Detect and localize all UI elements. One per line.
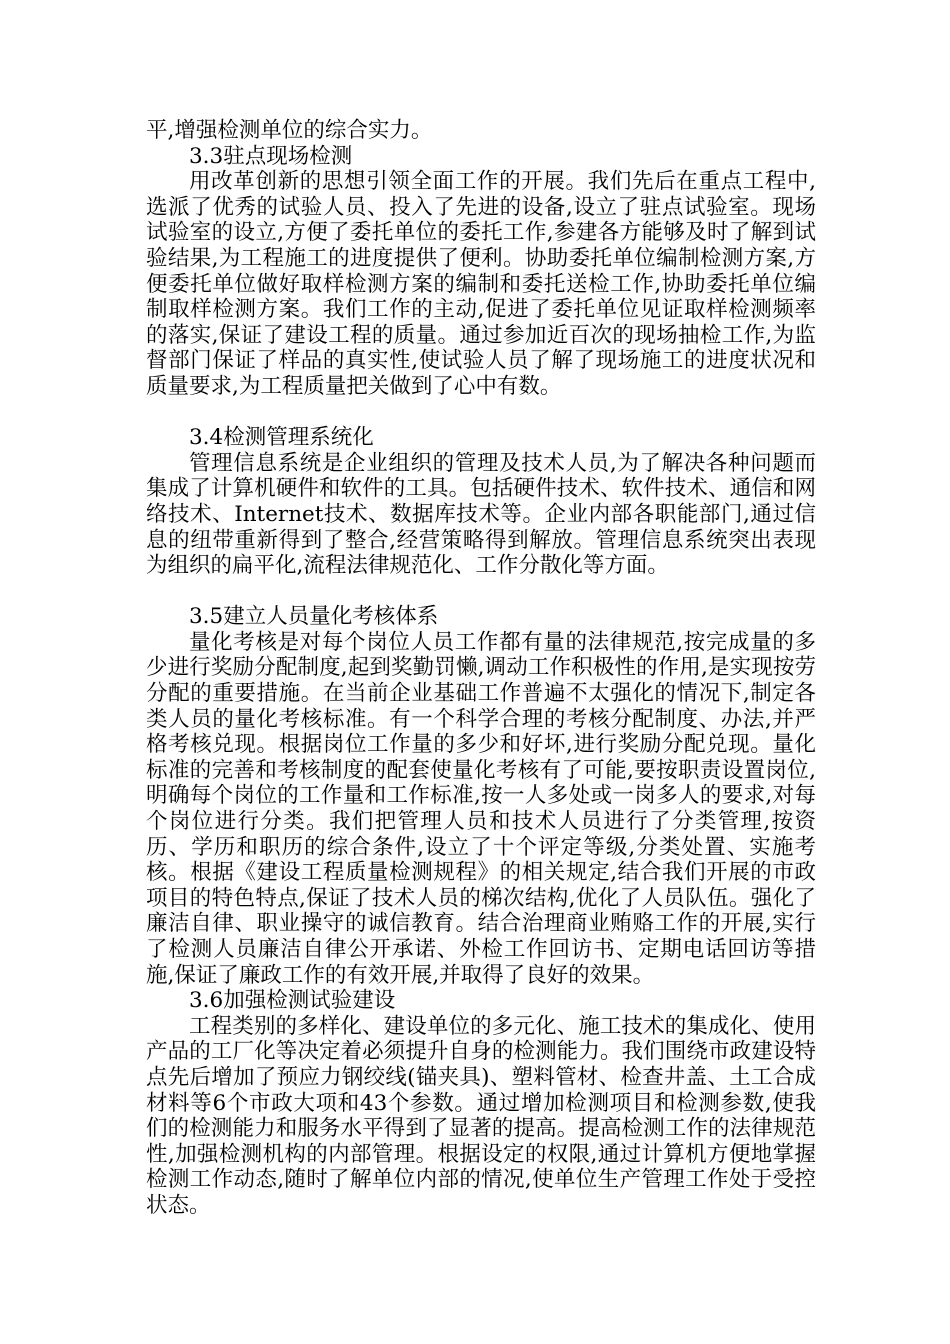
section-heading-3-5: 3.5建立人员量化考核体系 (189, 604, 439, 630)
section-body-3-5: 量化考核是对每个岗位人员工作都有量的法律规范,按完成量的多少进行奖励分配制度,起到奖勤罚懒,调动工作积极性的作用,是实现按劳分配的重要措施。在当前企业基础工作普遍不太强化的情况下,制定各类人员的量化考核标准。有一个科学合理的考核分配制度、办法,并严格考核兑现。根据岗位工作量的多少和好坏,进行奖励分配兑现。量化标准的完善和考核制度的配套使量化考核有了可能,要按职责设置岗位,明确每个岗位的工作量和工作标准,按一人多处或一岗多人的要求,对每个岗位进行分类。我们把管理人员和技术人员进行了分类管理,按资历、学历和职历的综合条件,设立了十个评定等级,分类处置、实施考核。根据《建设工程质量检测规程》的相关规定,结合我们开展的市政项目的特色特点,保证了技术人员的梯次结构,优化了人员队伍。强化了廉洁自律、职业操守的诚信教育。结合治理商业贿赂工作的开展,实行了检测人员廉洁自律公开承诺、外检工作回访书、定期电话回访等措施,保证了廉政工作的有效开展,并取得了良好的效果。 (146, 629, 816, 988)
section-body-3-3: 用改革创新的思想引领全面工作的开展。我们先后在重点工程中,选派了优秀的试验人员、投入了先进的设备,设立了驻点试验室。现场试验室的设立,方便了委托单位的委托工作,参建各方能够及时了解到试验结果,为工程施工的进度提供了便利。协助委托单位编制检测方案,方便委托单位做好取样检测方案的编制和委托送检工作,协助委托单位编制取样检测方案。我们工作的主动,促进了委托单位见证取样检测频率的落实,保证了建设工程的质量。通过参加近百次的现场抽检工作,为监督部门保证了样品的真实性,使试验人员了解了现场施工的进度状况和质量要求,为工程质量把关做到了心中有数。 (146, 169, 816, 399)
document-page (146, 118, 816, 1219)
intro-paragraph: 平,增强检测单位的综合实力。 (146, 118, 433, 143)
section-heading-3-3: 3.3驻点现场检测 (189, 143, 353, 169)
section-heading-3-6: 3.6加强检测试验建设 (189, 988, 396, 1014)
section-body-3-6: 工程类别的多样化、建设单位的多元化、施工技术的集成化、使用产品的工厂化等决定着必须提升自身的检测能力。我们围绕市政建设特点先后增加了预应力钢绞线(锚夹具)、塑料管材、检查井盖、土工合成材料等6个市政大项和43个参数。通过增加检测项目和检测参数,使我们的检测能力和服务水平得到了显著的提高。提高检测工作的法律规范性,加强检测机构的内部管理。根据设定的权限,通过计算机方便地掌握检测工作动态,随时了解单位内部的情况,使单位生产管理工作处于受控状态。 (146, 1013, 816, 1218)
section-body-3-4: 管理信息系统是企业组织的管理及技术人员,为了解决各种问题而集成了计算机硬件和软件的工具。包括硬件技术、软件技术、通信和网络技术、Internet技术、数据库技术等。企业内部各职能部门,通过信息的纽带重新得到了整合,经营策略得到解放。管理信息系统突出表现为组织的扁平化,流程法律规范化、工作分散化等方面。 (146, 450, 816, 579)
section-heading-3-4: 3.4检测管理系统化 (189, 425, 374, 451)
